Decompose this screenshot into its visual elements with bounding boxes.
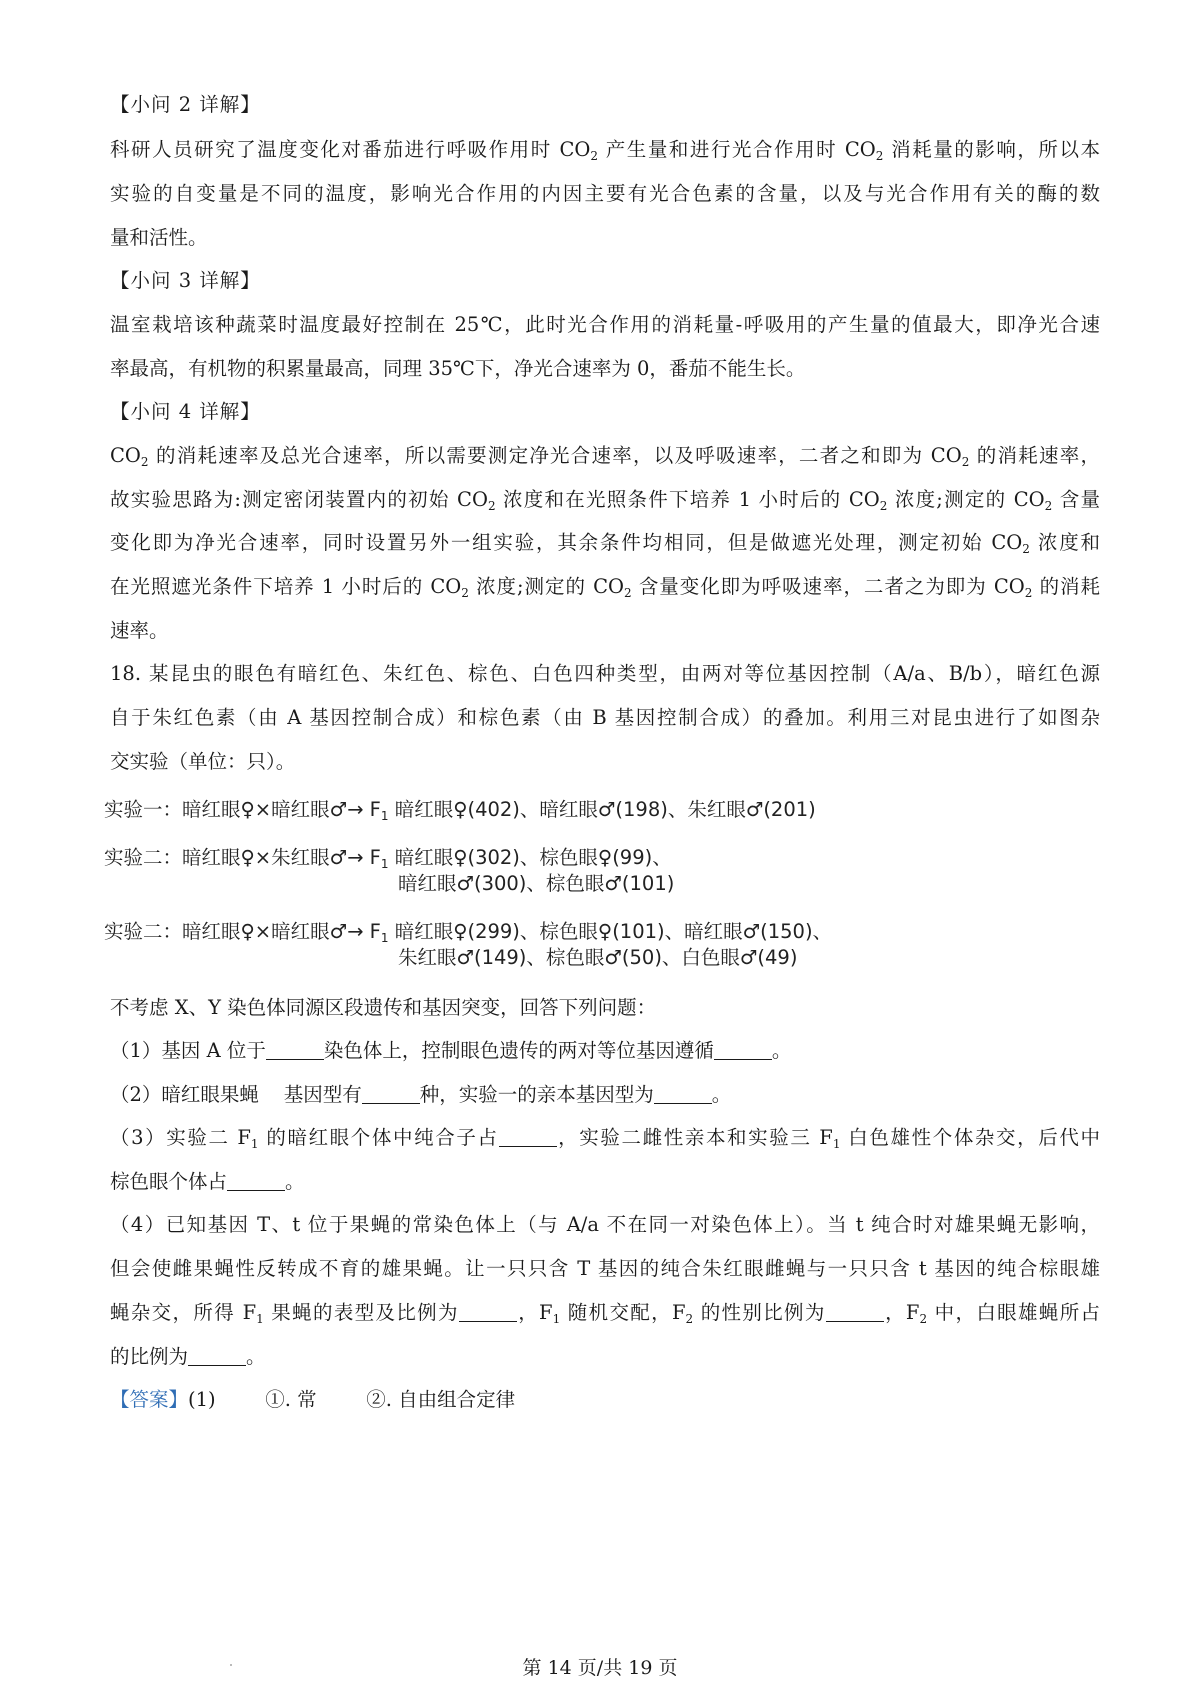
question-2: （2）暗红眼果蝇 基因型有 种，实验一的亲本基因型为 。 — [110, 1083, 732, 1106]
q18-line-3: 交实验（单位：只）。 — [110, 750, 296, 773]
q4-line-3: 变化即为净光合速率，同时设置另外一组实验，其余条件均相同，但是做遮光处理，测定初始 $CO_2$ 浓度和 — [110, 531, 1100, 556]
q2-line-2: 实验的自变量是不同的温度，影响光合作用的内因主要有光合色素的含量，以及与光合作用有关的酶的数 — [110, 182, 1100, 205]
question-4-line-2: 但会使雌果蝇性反转成不育的雄果蝇。让一只只含 T 基因的纯合朱红眼雌蝇与一只只含 t 基因的纯合棕眼雄 — [110, 1257, 1100, 1280]
q2-line-3: 量和活性。 — [110, 226, 208, 249]
question-3-line-1: （3）实验二 $F_1$ 的暗红眼个体中纯合子占 ，实验二雌性亲本和实验三 $F_1$ 白色雄性个体杂交，后代中 — [110, 1126, 1100, 1151]
page-footer: 第 14 页/共 19 页 — [522, 1657, 678, 1679]
answer-blank[interactable] — [459, 1301, 517, 1322]
answer-line — [110, 1385, 1100, 1415]
q3-heading: 【小问 3 详解】 — [110, 269, 261, 292]
q4-line-4: 在光照遮光条件下培养 1 小时后的 $CO_2$ 浓度;测定的 $CO_2$ 含量变化即为呼吸速率，二者之为即为 $CO_2$ 的消耗 — [110, 575, 1101, 600]
answer-tag: 【答案】 — [110, 1388, 189, 1411]
question-4-line-3: 蝇杂交，所得 $F_1$ 果蝇的表型及比例为 ，$F_1$ 随机交配，$F_2$ 的性别比例为 ，$F_2$ 中，白眼雄蝇所占 — [110, 1301, 1101, 1326]
q4-line-1: $CO_2$ 的消耗速率及总光合速率，所以需要测定净光合速率，以及呼吸速率，二者之和即为 $CO_2$ 的消耗速率， — [110, 444, 1100, 469]
answer-blank[interactable] — [266, 1039, 324, 1060]
q18-line-1: 18. 某昆虫的眼色有暗红色、朱红色、棕色、白色四种类型，由两对等位基因控制（A/a、B/b），暗红色源 — [110, 662, 1100, 685]
q4-heading: 【小问 4 详解】 — [110, 400, 261, 423]
q2-line-1: 科研人员研究了温度变化对番茄进行呼吸作用时 $CO_2$ 产生量和进行光合作用时 $CO_2$ 消耗量的影响，所以本 — [110, 138, 1100, 163]
questions-intro: 不考虑 X、Y 染色体同源区段遗传和基因突变，回答下列问题： — [110, 996, 657, 1019]
answer-blank[interactable] — [714, 1039, 772, 1060]
experiment-2-line-2: 暗红眼♂(300)、棕色眼♂(101) — [398, 872, 675, 895]
q4-line-5: 速率。 — [110, 619, 169, 642]
q3-line-1: 温室栽培该种蔬菜时温度最好控制在 25℃，此时光合作用的消耗量-呼吸用的产生量的值最大，即净光合速 — [110, 313, 1100, 336]
experiment-3-line-2: 朱红眼♂(149)、棕色眼♂(50)、白色眼♂(49) — [398, 946, 798, 969]
answer-blank[interactable] — [499, 1126, 557, 1147]
question-1: （1）基因 A 位于 染色体上，控制眼色遗传的两对等位基因遵循 。 — [110, 1039, 792, 1062]
q2-heading: 【小问 2 详解】 — [110, 93, 261, 116]
question-3-line-2: 棕色眼个体占 。 — [110, 1170, 305, 1193]
q18-line-2: 自于朱红色素（由 A 基因控制合成）和棕色素（由 B 基因控制合成）的叠加。利用三对昆虫进行了如图杂 — [110, 706, 1100, 729]
question-4-line-4: 的比例为 。 — [110, 1345, 266, 1368]
answer-text: (1) ①. 常 ②. 自由组合定律 — [188, 1388, 516, 1411]
answer-blank[interactable] — [826, 1301, 884, 1322]
q4-line-2: 故实验思路为:测定密闭装置内的初始 $CO_2$ 浓度和在光照条件下培养 1 小时后的 $CO_2$ 浓度;测定的 $CO_2$ 含量 — [110, 488, 1100, 513]
q3-line-2: 率最高，有机物的积累量最高，同理 35℃下，净光合速率为 0，番茄不能生长。 — [110, 357, 806, 380]
experiment-2-line-1: 实验二：暗红眼♀×朱红眼♂→ $F_1$ 暗红眼♀(302)、棕色眼♀(99)、 — [104, 846, 672, 871]
experiment-3-line-1: 实验二：暗红眼♀×暗红眼♂→ $F_1$ 暗红眼♀(299)、棕色眼♀(101)、暗红眼♂(150)、 — [104, 920, 833, 945]
answer-blank[interactable] — [188, 1345, 246, 1366]
question-4-line-1: （4）已知基因 T、t 位于果蝇的常染色体上（与 A/a 不在同一对染色体上）。当 t 纯合时对雄果蝇无影响， — [110, 1213, 1100, 1236]
answer-blank[interactable] — [227, 1170, 285, 1191]
experiment-1: 实验一：暗红眼♀×暗红眼♂→ $F_1$ 暗红眼♀(402)、暗红眼♂(198)、朱红眼♂(201) — [104, 798, 816, 823]
answer-blank[interactable] — [362, 1083, 420, 1104]
answer-blank[interactable] — [654, 1083, 712, 1104]
